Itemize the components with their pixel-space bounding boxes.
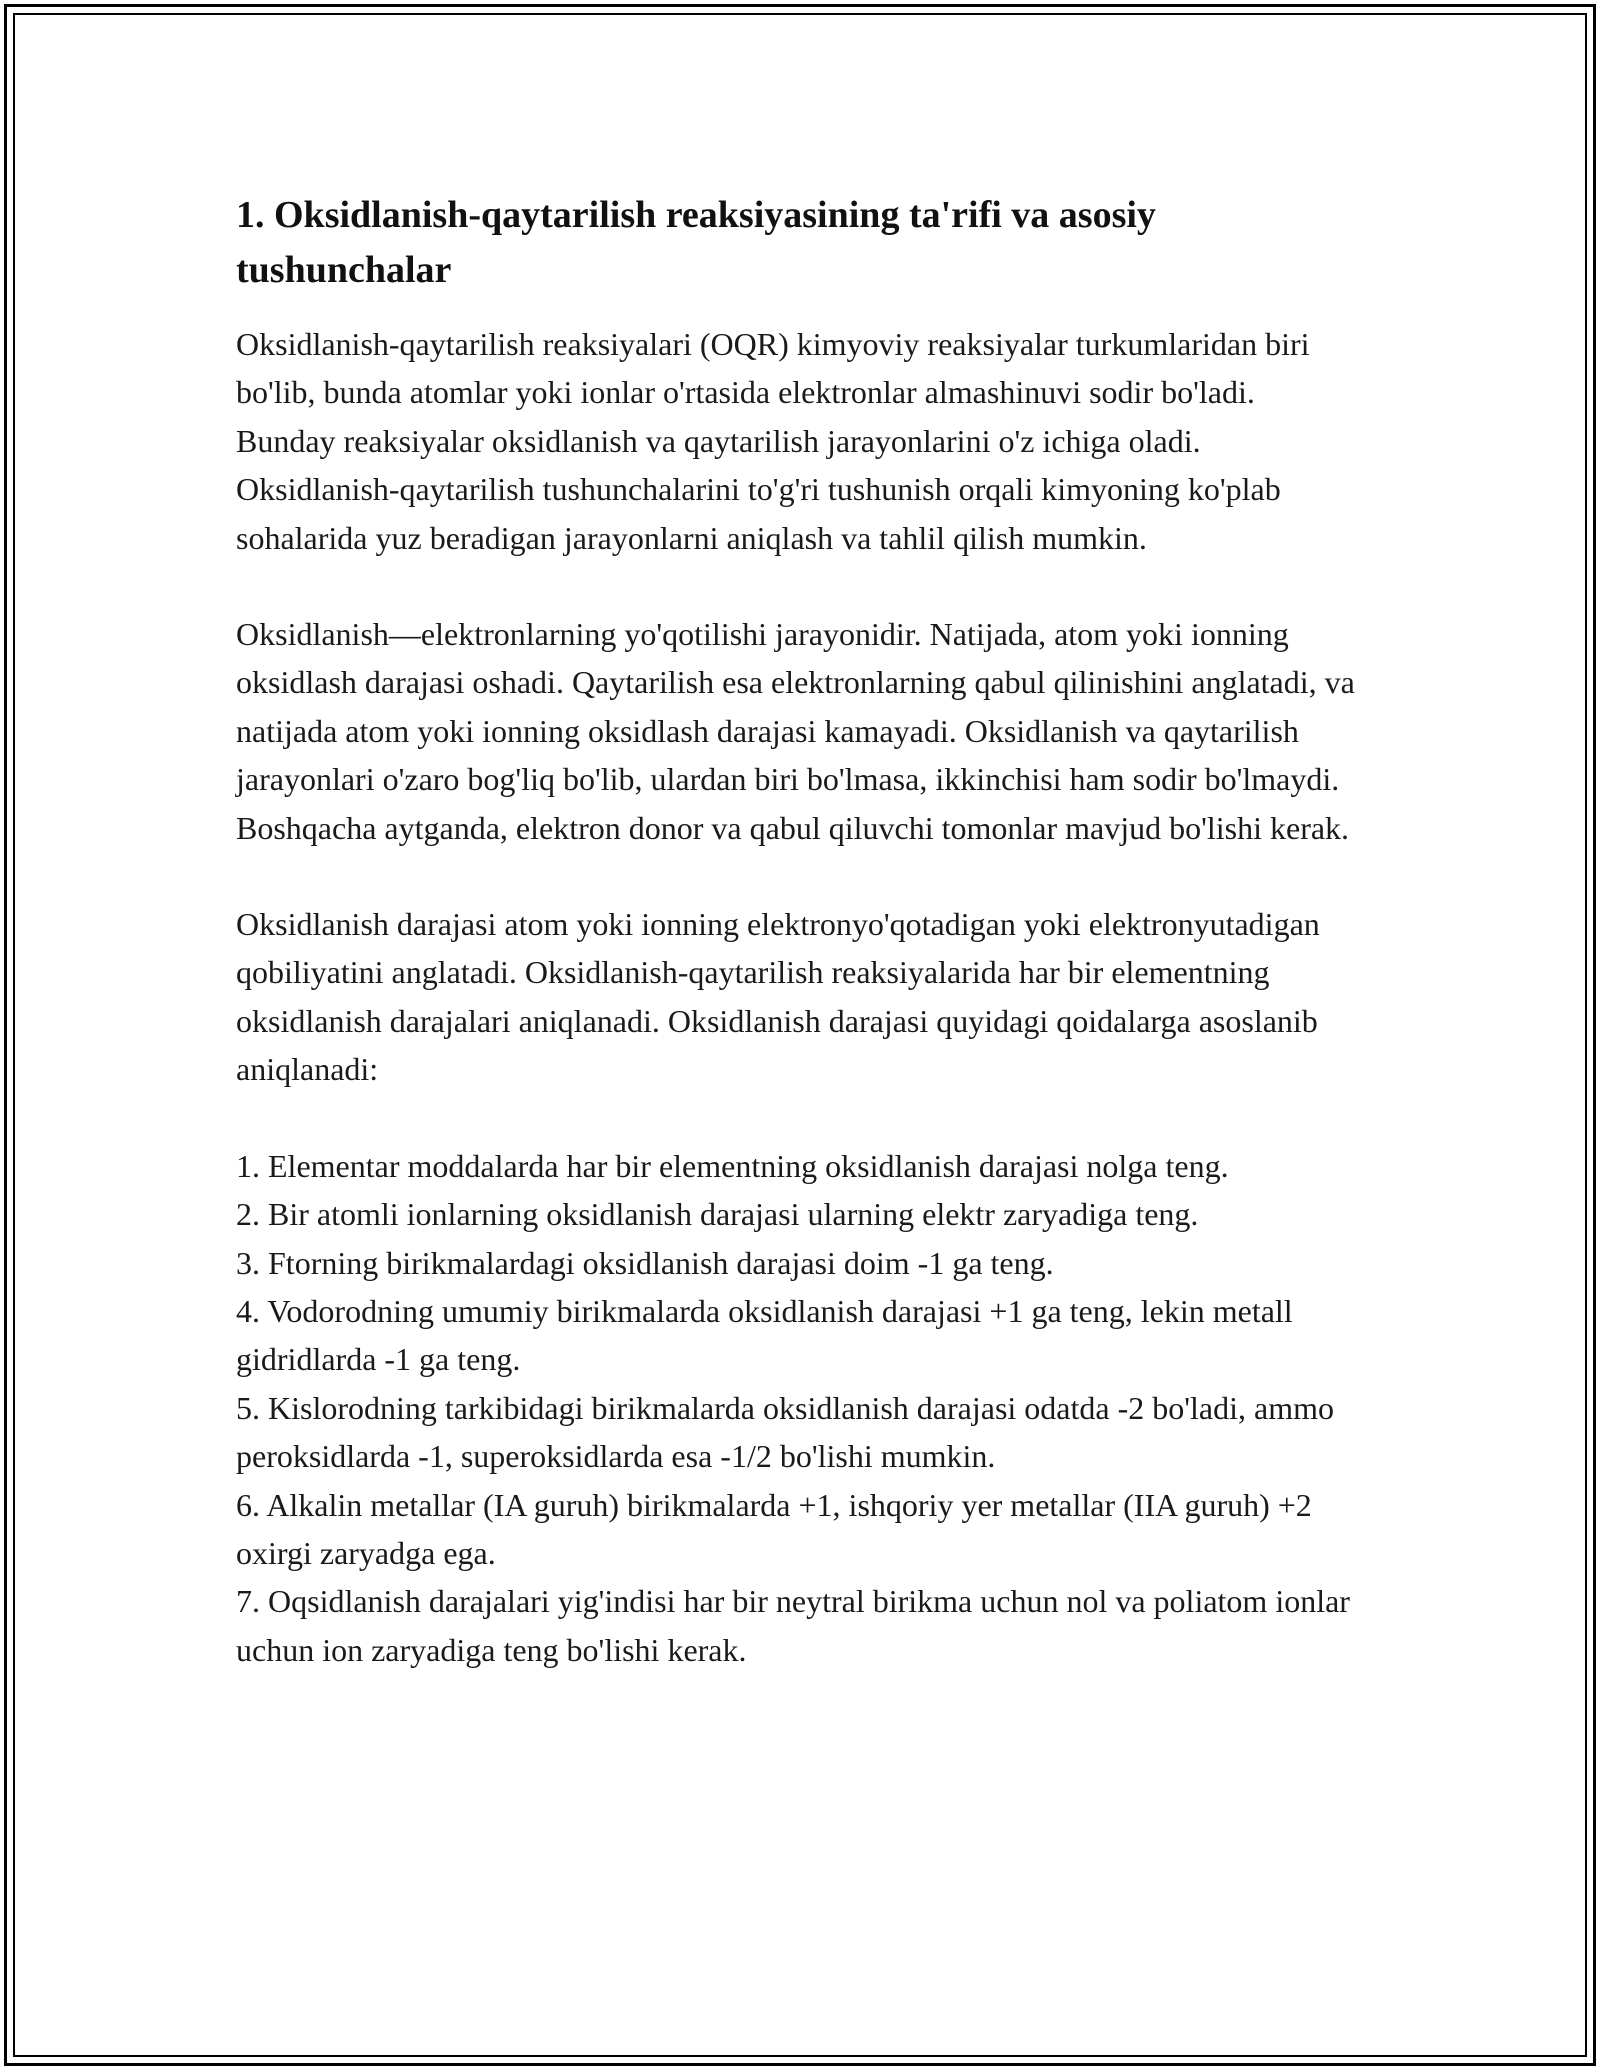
rule-item-4: 4. Vodorodning umumiy birikmalarda oksidlanish darajasi +1 ga teng, lekin metall gidridlarda -1 ga teng.	[236, 1292, 1293, 1378]
rule-item-3: 3. Ftorning birikmalardagi oksidlanish darajasi doim -1 ga teng.	[236, 1244, 1054, 1281]
paragraph-oxidation-reduction: Oksidlanish—elektronlarning yo'qotilishi jarayonidir. Natijada, atom yoki ionning oksidlash darajasi oshadi. Qaytarilish esa elektronlarning qabul qilinishini anglatadi, va natijada atom yoki ionning oksidlash darajasi kamayadi. Oksidlanish va qaytarilish jarayonlari o'zaro bog'liq bo'lib, ulardan biri bo'lmasa, ikkinchisi ham sodir bo'lmaydi. Boshqacha aytganda, elektron donor va qabul qiluvchi tomonlar mavjud bo'lishi kerak.	[236, 616, 1355, 846]
paragraph-oxidation-state: Oksidlanish darajasi atom yoki ionning elektronyo'qotadigan yoki elektronyutadigan qobiliyatini anglatadi. Oksidlanish-qaytarilish reaksiyalarida har bir elementning oksidlanish darajalari aniqlanadi. Oksidlanish darajasi quyidagi qoidalarga asoslanib aniqlanadi:	[236, 906, 1320, 1088]
rule-item-1: 1. Elementar moddalarda har bir elementning oksidlanish darajasi nolga teng.	[236, 1147, 1229, 1184]
rule-item-6: 6. Alkalin metallar (IA guruh) birikmalarda +1, ishqoriy yer metallar (IIA guruh) +2 oxirgi zaryadga ega.	[236, 1486, 1312, 1571]
rule-item-7: 7. Oqsidlanish darajalari yig'indisi har bir neytral birikma uchun nol va poliatom ionlar uchun ion zaryadiga teng bo'lishi kerak.	[236, 1583, 1350, 1668]
rule-item-2: 2. Bir atomli ionlarning oksidlanish darajasi ularning elektr zaryadiga teng.	[236, 1196, 1199, 1233]
section-heading: 1. Oksidlanish-qaytarilish reaksiyasining ta'rifi va asosiy tushunchalar	[236, 194, 1156, 291]
document-body	[236, 188, 1356, 1674]
oxidation-rules-list	[236, 1142, 1356, 1674]
paragraph-definition: Oksidlanish-qaytarilish reaksiyalari (OQR) kimyoviy reaksiyalar turkumlaridan biri bo'lib, bunda atomlar yoki ionlar o'rtasida elektronlar almashinuvi sodir bo'ladi. Bunday reaksiyalar oksidlanish va qaytarilish jarayonlarini o'z ichiga oladi. Oksidlanish-qaytarilish tushunchalarini to'g'ri tushunish orqali kimyoning ko'plab sohalarida yuz beradigan jarayonlarni aniqlash va tahlil qilish mumkin.	[236, 326, 1310, 556]
rule-item-5: 5. Kislorodning tarkibidagi birikmalarda oksidlanish darajasi odatda -2 bo'ladi, ammo peroksidlarda -1, superoksidlarda esa -1/2 bo'lishi mumkin.	[236, 1389, 1334, 1475]
